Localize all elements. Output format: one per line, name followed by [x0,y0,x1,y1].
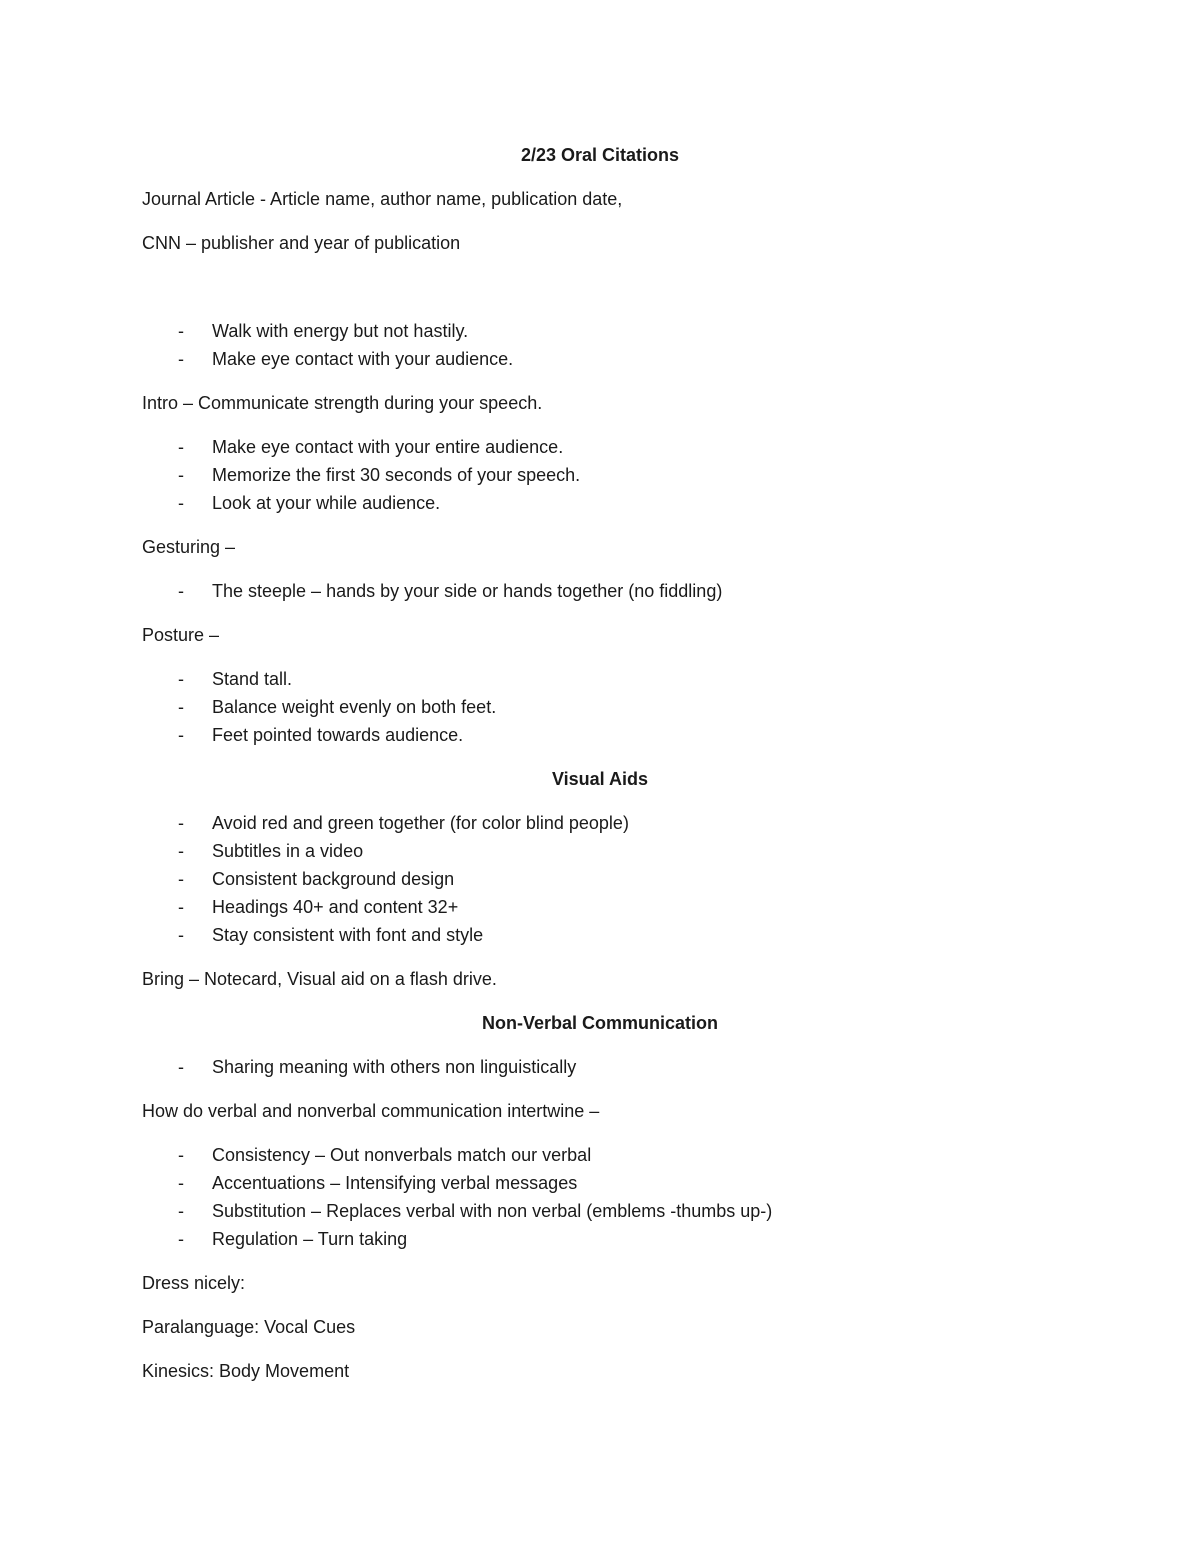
list-item: - The steeple – hands by your side or hands together (no fiddling) [142,577,1058,605]
blank-line [142,273,1058,317]
intro-list [142,433,1058,517]
list-item: - Subtitles in a video [142,837,1058,865]
bring-line: Bring – Notecard, Visual aid on a flash drive. [142,969,497,989]
page-title: 2/23 Oral Citations [520,145,680,165]
list-item: - Feet pointed towards audience. [142,721,1058,749]
list-item: - Make eye contact with your entire audience. [142,433,1058,461]
visual-aids-list [142,809,1058,949]
list-item: - Accentuations – Intensifying verbal messages [142,1169,1058,1197]
journal-article-line: Journal Article - Article name, author name, publication date, [142,189,623,209]
list-item: - Make eye contact with your audience. [142,345,1058,373]
visual-aids-heading: Visual Aids [551,769,649,789]
list-item: - Look at your while audience. [142,489,1058,517]
walk-list [142,317,1058,373]
list-item: - Consistent background design [142,865,1058,893]
list-item: - Headings 40+ and content 32+ [142,893,1058,921]
list-item: - Balance weight evenly on both feet. [142,693,1058,721]
list-item: - Walk with energy but not hastily. [142,317,1058,345]
kinesics-line: Kinesics: Body Movement [142,1361,350,1381]
document-page [142,141,1058,1401]
dress-line: Dress nicely: [142,1273,246,1293]
nonverbal-list [142,1053,1058,1081]
paralanguage-line: Paralanguage: Vocal Cues [142,1317,356,1337]
list-item: - Substitution – Replaces verbal with non verbal (emblems -thumbs up-) [142,1197,1058,1225]
posture-list [142,665,1058,749]
intertwine-list [142,1141,1058,1253]
nonverbal-heading: Non-Verbal Communication [481,1013,719,1033]
posture-line: Posture – [142,625,220,645]
list-item: - Stay consistent with font and style [142,921,1058,949]
list-item: - Consistency – Out nonverbals match our verbal [142,1141,1058,1169]
intertwine-line: How do verbal and nonverbal communication intertwine – [142,1101,600,1121]
list-item: - Sharing meaning with others non linguistically [142,1053,1058,1081]
list-item: - Memorize the first 30 seconds of your speech. [142,461,1058,489]
gesturing-list [142,577,1058,605]
gesturing-line: Gesturing – [142,537,236,557]
cnn-line: CNN – publisher and year of publication [142,233,461,253]
intro-line: Intro – Communicate strength during your speech. [142,393,543,413]
list-item: - Stand tall. [142,665,1058,693]
list-item: - Avoid red and green together (for color blind people) [142,809,1058,837]
list-item: - Regulation – Turn taking [142,1225,1058,1253]
